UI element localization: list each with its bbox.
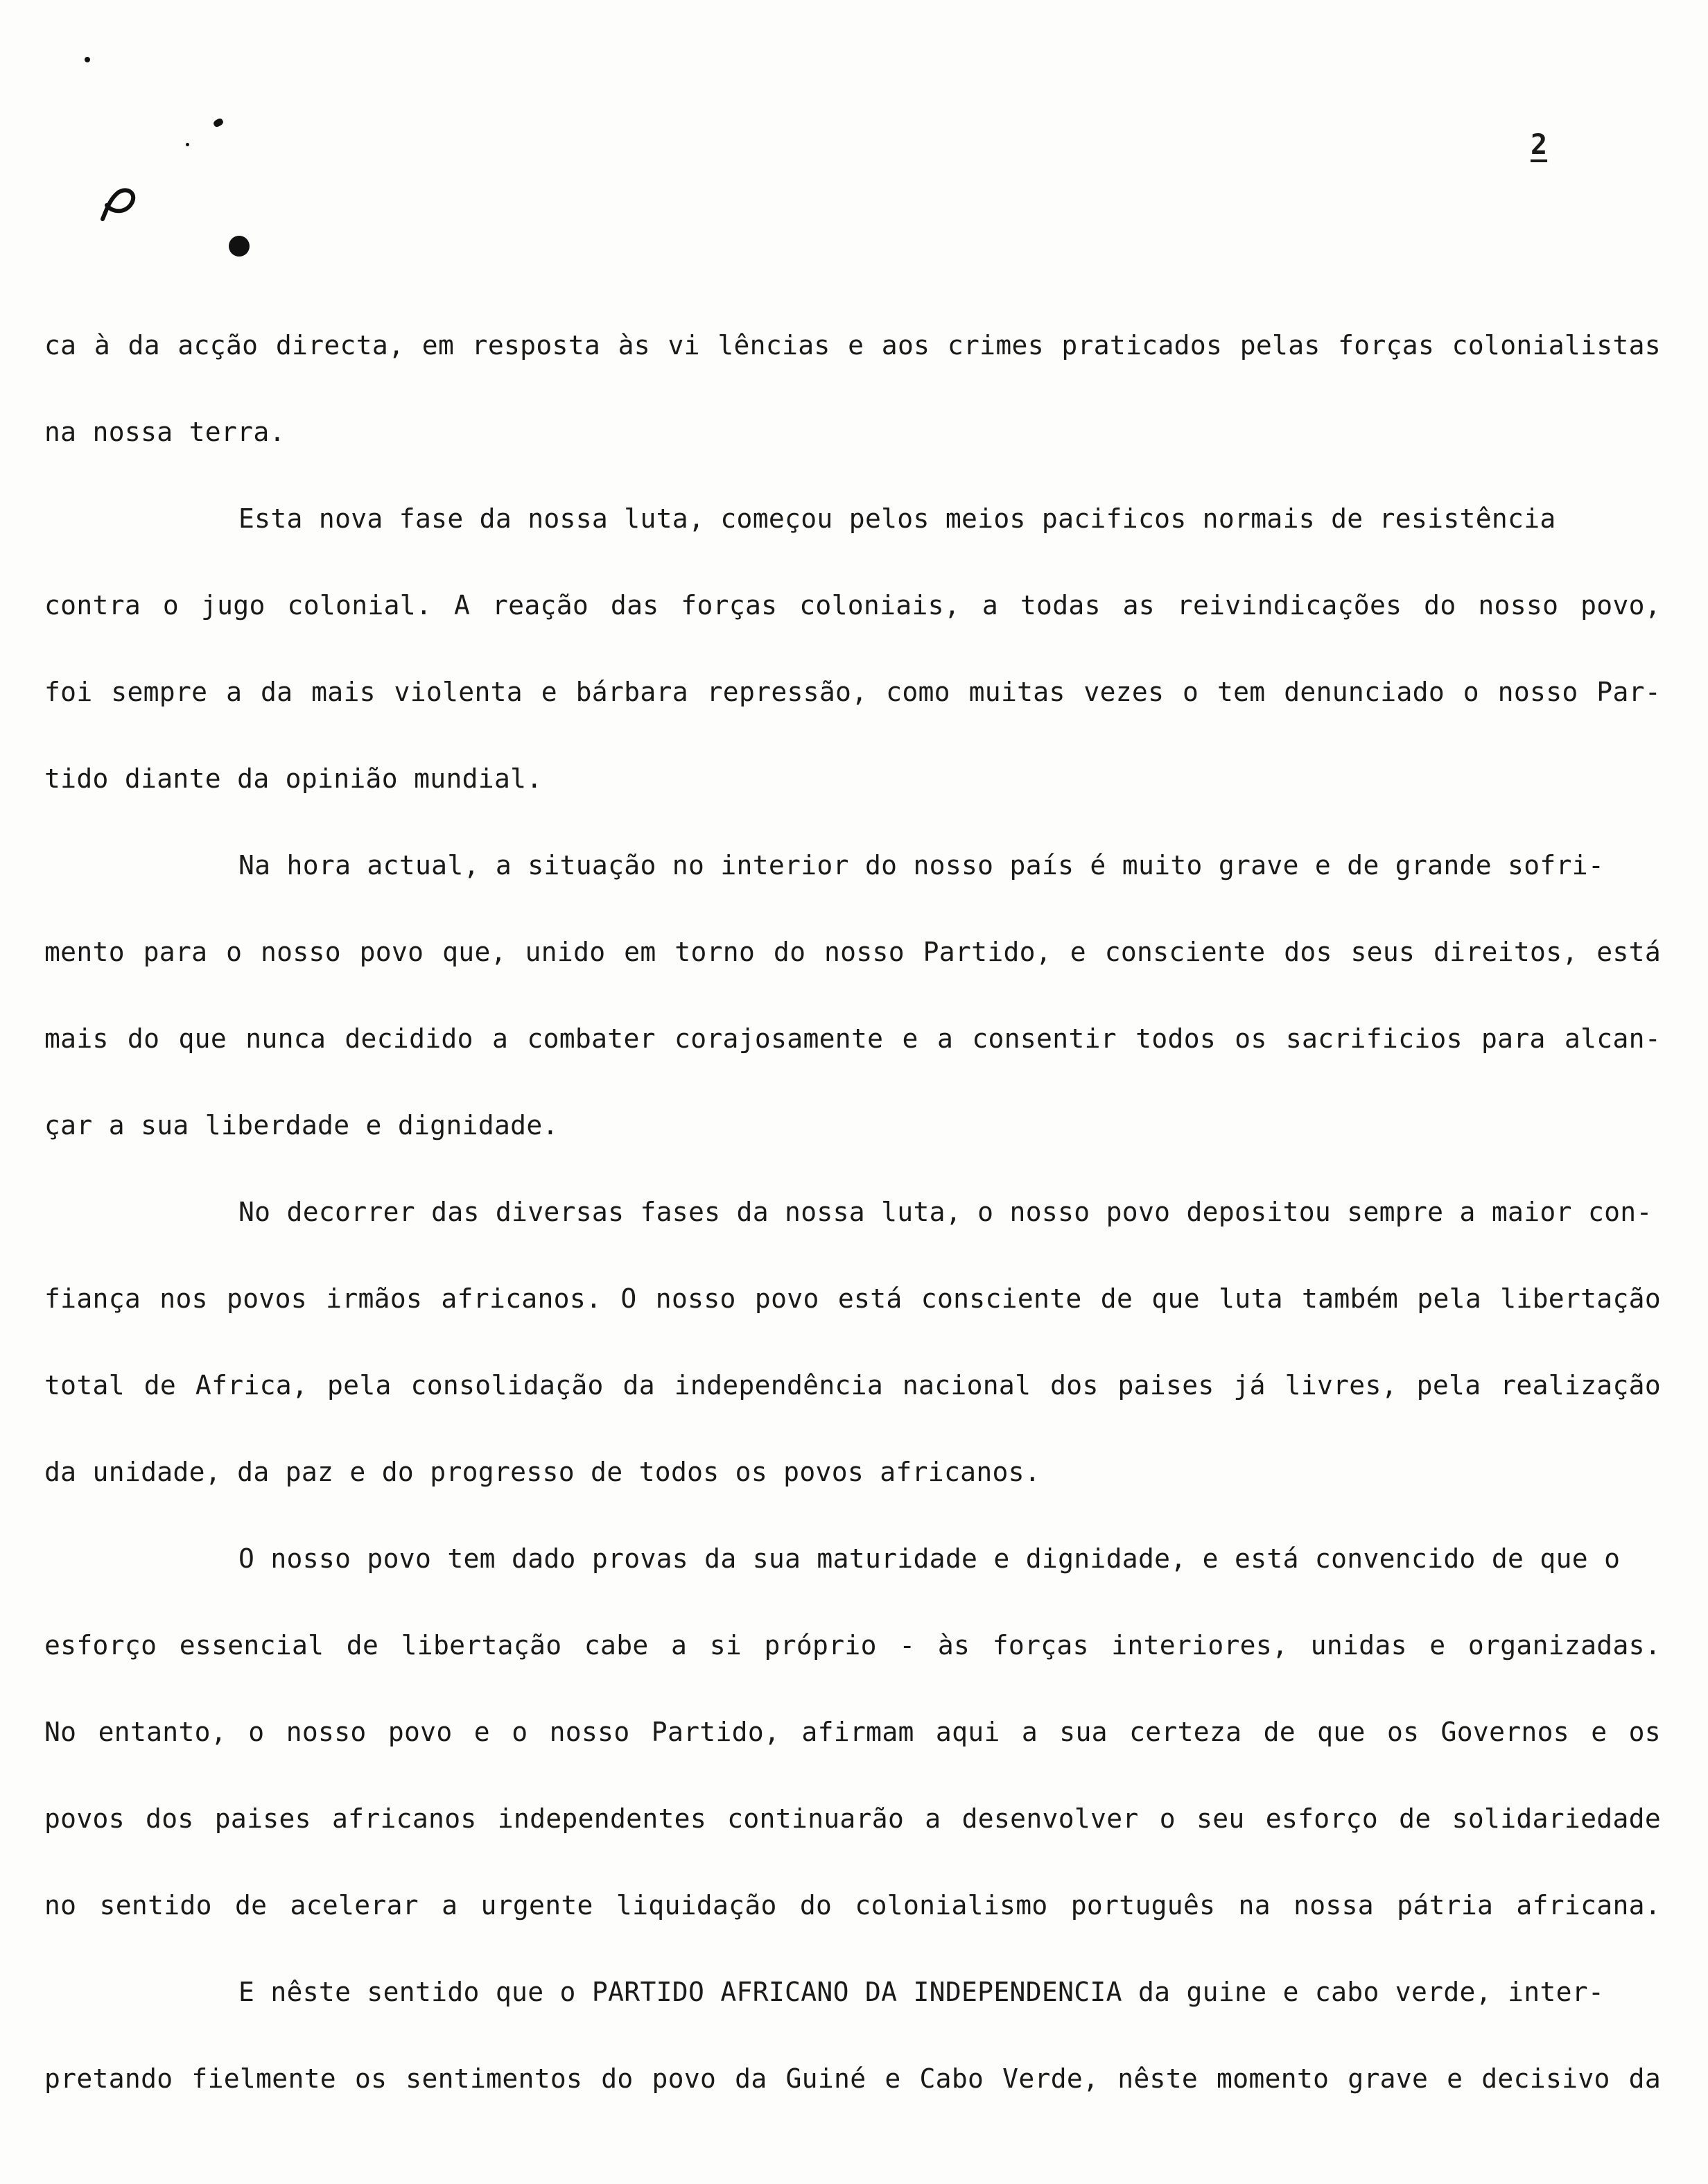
text-line: No decorrer das diversas fases da nossa luta, o nosso povo depositou sempre a maior con-	[238, 1197, 1653, 1227]
ink-speck	[212, 117, 224, 128]
text-line: mais do que nunca decidido a combater corajosamente e a consentir todos os sacrificios para alcan-	[44, 1023, 1661, 1054]
text-line: fiança nos povos irmãos africanos. O nosso povo está consciente de que luta também pela libertação	[44, 1283, 1661, 1314]
handwritten-mark	[97, 184, 141, 223]
text-line: mento para o nosso povo que, unido em torno do nosso Partido, e consciente dos seus direitos, está	[44, 937, 1661, 967]
text-line: povos dos paises africanos independentes continuarão a desenvolver o seu esforço de solidariedade	[44, 1803, 1661, 1834]
text-line: na nossa terra.	[44, 417, 286, 447]
text-line: ca à da acção directa, em resposta às vi lências e aos crimes praticados pelas forças colonialistas	[44, 330, 1661, 361]
text-line: da unidade, da paz e do progresso de todos os povos africanos.	[44, 1457, 1041, 1487]
ink-speck	[85, 57, 90, 62]
ink-blot	[229, 236, 250, 257]
text-line: foi sempre a da mais violenta e bárbara repressão, como muitas vezes o tem denunciado o nosso Par-	[44, 677, 1661, 707]
text-line: pretando fielmente os sentimentos do povo da Guiné e Cabo Verde, nêste momento grave e decisivo da	[44, 2063, 1661, 2094]
text-line: çar a sua liberdade e dignidade.	[44, 1110, 559, 1141]
text-line: Esta nova fase da nossa luta, começou pelos meios pacificos normais de resistência	[238, 503, 1556, 534]
text-line: esforço essencial de libertação cabe a si próprio - às forças interiores, unidas e organizadas.	[44, 1630, 1661, 1661]
text-line: Na hora actual, a situação no interior do nosso país é muito grave e de grande sofri-	[238, 850, 1605, 881]
text-line: contra o jugo colonial. A reação das forças coloniais, a todas as reivindicações do nosso povo,	[44, 590, 1661, 621]
page-number: 2	[1531, 129, 1548, 161]
ink-speck	[186, 143, 189, 146]
body-text	[44, 302, 1661, 2122]
text-line: E nêste sentido que o PARTIDO AFRICANO DA INDEPENDENCIA da guine e cabo verde, inter-	[238, 1977, 1605, 2007]
text-line: total de Africa, pela consolidação da independência nacional dos paises já livres, pela realização	[44, 1370, 1661, 1401]
text-line: No entanto, o nosso povo e o nosso Partido, afirmam aqui a sua certeza de que os Governos e os	[44, 1717, 1661, 1747]
text-line: no sentido de acelerar a urgente liquidação do colonialismo português na nossa pátria africana.	[44, 1890, 1661, 1921]
text-line: O nosso povo tem dado provas da sua maturidade e dignidade, e está convencido de que o	[238, 1543, 1621, 1574]
text-line: tido diante da opinião mundial.	[44, 763, 543, 794]
